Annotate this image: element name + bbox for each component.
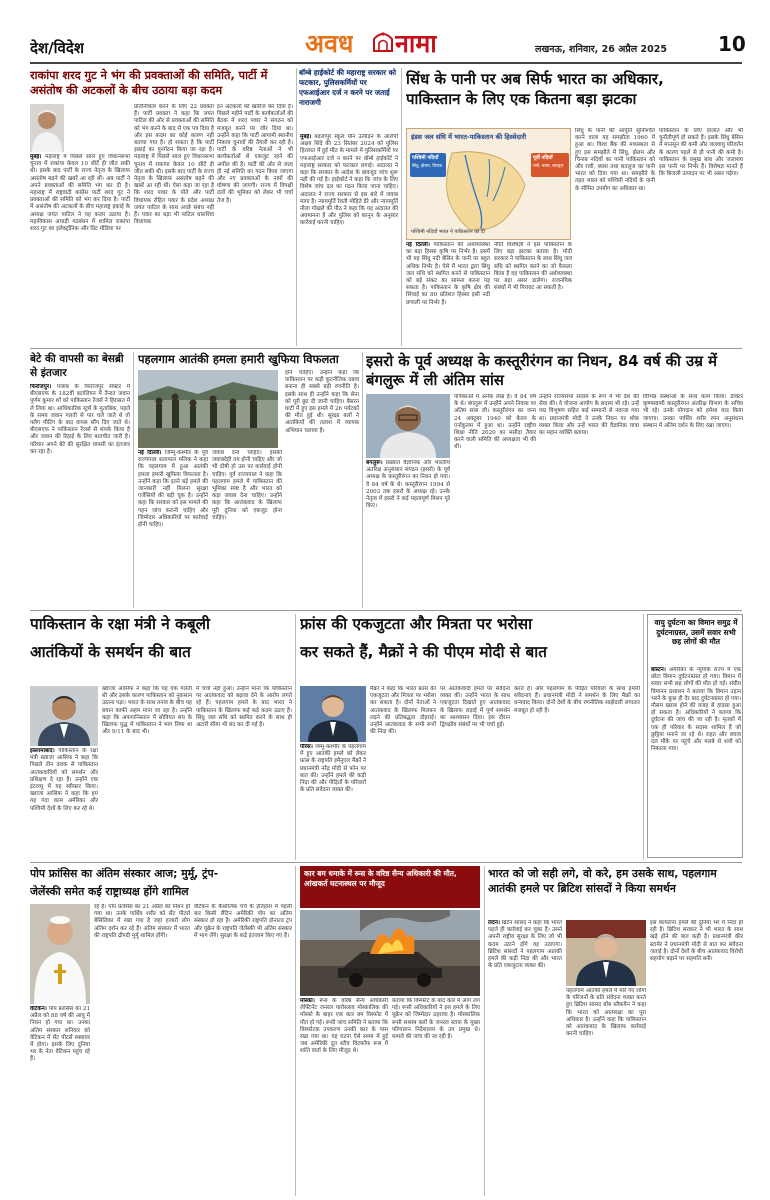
- pahalgam-photo: [138, 370, 278, 448]
- logo-left: अवध: [305, 29, 354, 58]
- pahalgam-col1: नई दिल्ली। जिम्मू-कश्मीर के पूर्व राज्यपाल सत्यपाल मलिक ने कहा कि पहलगाम में हुआ आतंकी हमला हमारी खुफिया विफलता है। उन्होंने कहा कि इतने बड़े हमले की जानकारी नहीं मिलना सुरक्षा एजेंसियों की बड़ी चूक है। उन्होंने कहा कि सरकार को इस मामले की गहन जांच करानी चाहिए और जिम्मेदार अधिकारियों पर कार्रवाई होनी चाहिए।: [138, 450, 208, 529]
- rule: [401, 68, 402, 346]
- khawaja-col3: में चर्चा नहीं हुआ। उन्होंने माना कि पाकिस्तान पर आतंकवाद को बढ़ावा देने के आरोप लगते रहे हैं। पहलगाम हमले के बाद भारत ने पाकिस्तान के खिलाफ कई कड़े कदम उठाए हैं। सिंधु जल संधि को स्थगित करने के साथ ही अटारी सीमा भी बंद कर दी गई है।: [196, 686, 292, 729]
- russia-col1: मॉस्को। रूस के वरिष्ठ सैन्य अधिकारी लेफ्टिनेंट जनरल यारोस्लाव मोस्कालिक की मॉस्को के बाहर एक कार बम विस्फोट में मौत हो गई। रूसी जांच समिति ने बताया कि विस्फोटक उपकरण उनकी कार के पास रखा गया था। यह घटना ऐसे समय में हुई जब अमेरिकी दूत स्टीव विटकॉफ रूस में शांति वार्ता के लिए मौजूद थे।: [300, 998, 388, 1055]
- rule: [643, 614, 644, 860]
- rule: [133, 352, 134, 608]
- rule: [30, 610, 742, 611]
- map-caption: पश्चिमी नदियाँ भारत ने पाकिस्तान को दी: [411, 229, 485, 235]
- aircraft-headline: वायु दुर्घटना का विमान समुद्र में दुर्घटनाग्रस्त, उसमें सवार सभी छह लोगों की मौत: [654, 618, 738, 646]
- bombay-body: मुंबई। बदलापुर स्कूल यौन उत्पीड़न के आरोपी अक्षय शिंदे की 23 सितंबर 2024 को पुलिस हिरासत में हुई मौत के मामले में पुलिसकर्मियों पर एफआईआर दर्ज न करने पर बॉम्बे हाईकोर्ट ने महाराष्ट्र सरकार को फटकार लगाई। अदालत ने कहा कि सरकार के आदेश के बावजूद जांच शुरू नहीं की गई है। हाईकोर्ट ने कहा कि जांच के लिए विशेष जांच दल का गठन किया जाना चाहिए। अदालत ने राज्य सरकार से इस बारे में जवाब मांगा है। न्यायमूर्ति रेवती मोहिते डेरे और न्यायमूर्ति नीला गोखले की पीठ ने कहा कि यह अदालत की अवमानना है और पुलिस को कानून के अनुसार कार्रवाई करनी चाहिए।: [300, 134, 398, 227]
- page-number: 10: [718, 32, 746, 56]
- sindhu-col1: नई दिल्ली। पाकिस्तान की अर्थव्यवस्था का बड़ा हिस्सा कृषि पर निर्भर है। इसमें भी यह सिंधु नदी बेसिन के पानी पर बहुत अधिक निर्भर है। ऐसे में भारत द्वारा सिंधु जल संधि को स्थगित करने से पाकिस्तान को बड़े संकट का सामना करना पड़ सकता है। पाकिस्तान के कृषि क्षेत्र की सिंचाई का 80 प्रतिशत हिस्सा इसी नदी प्रणाली पर निर्भर है।: [406, 242, 490, 306]
- logo-emblem-icon: [372, 29, 394, 53]
- aircraft-body: बोस्टन। अमेरिका के न्यूयॉर्क राज्य में एक छोटा विमान दुर्घटनाग्रस्त हो गया। विमान में सवार सभी छह लोगों की मौत हो गई। संघीय विमानन प्रशासन ने बताया कि विमान उड़ान भरने के कुछ ही देर बाद दुर्घटनाग्रस्त हो गया। मौसम खराब होने की वजह से हादसा हुआ हो सकता है। अधिकारियों ने बताया कि दुर्घटना की जांच की जा रही है। मृतकों में एक ही परिवार के सदस्य शामिल हैं जो छुट्टियां मनाने जा रहे थे। राहत और बचाव दल मौके पर पहुंचे और मलबे से शवों को निकाला गया।: [651, 667, 741, 753]
- isro-col2: पत्रिकाओं में अनेक लेख हैं। वे 84 वर्ष के थे। बंगलुरू में उन्होंने अपने निवास पर अंतिम सांस ली। कस्तूरीरंगन का जन्म 24 अक्टूबर 1940 को केरल के एर्नाकुलम में हुआ था। उन्होंने राष्ट्रीय शिक्षा नीति 2020 का मसौदा तैयार करने वाली समिति की अध्यक्षता भी की थी।: [454, 394, 536, 451]
- khawaja-headline-2: आतंकियों के समर्थन की बात: [30, 643, 191, 661]
- rule: [30, 862, 742, 863]
- france-col1: पेरिस। जम्मू-कश्मीर के पहलगाम में हुए आतंकी हमले को लेकर फ्रांस के राष्ट्रपति इमैनुएल मैक्रों ने प्रधानमंत्री नरेंद्र मोदी से फोन पर बात की। उन्होंने हमले की कड़ी निंदा की और पीड़ितों के परिवारों के प्रति संवेदना व्यक्त की।: [300, 744, 366, 794]
- russia-col2: बताया कि विस्फोट के बाद कार में आग लग गई। रूसी अधिकारियों ने इस हमले के लिए यूक्रेन को जिम्मेदार ठहराया है। मोस्कालिक रूसी सशस्त्र बलों के जनरल स्टाफ के मुख्य परिचालन निदेशालय के उप प्रमुख थे। मामले की जांच की जा रही है।: [392, 998, 480, 1041]
- russia-headline-band: [300, 866, 480, 908]
- pahalgam-headline: पहलगाम आतंकी हमला हमारी खुफिया विफलता: [138, 352, 339, 366]
- sindhu-col2: नीति विशेषज्ञों ने इसे पाकिस्तान के लिए बड़ा झटका बताया है। मोदी सरकार ने पाकिस्तान के साथ सिंधु जल संधि को स्थगित करने का जो फैसला किया है वह पाकिस्तान की अर्थव्यवस्था पर बड़ा असर डालेगा। राजनयिक संबंधों में भी गिरावट आ सकती है।: [494, 242, 572, 292]
- pope-col2: रहे हैं। पोप फ्रांसिस का 21 अप्रैल को निधन हो गया था। उनके पार्थिव शरीर को सेंट पीटर्स बेसिलिका में रखा गया है जहां हजारों लोग अंतिम दर्शन कर रहे हैं। अंतिम संस्कार में भारत की राष्ट्रपति द्रौपदी मुर्मू शामिल होंगी।: [94, 904, 190, 939]
- isro-col1: बंगलुरू। प्रख्यात वैज्ञानिक और भारतीय अंतरिक्ष अनुसंधान संगठन (इसरो) के पूर्व अध्यक्ष के कस्तूरीरंगन का निधन हो गया। वे 84 वर्ष के थे। कस्तूरीरंगन 1994 से 2003 तक इसरो के अध्यक्ष रहे। उनके नेतृत्व में इसरो ने कई महत्वपूर्ण मिशन पूरे किए।: [366, 460, 450, 510]
- sindhu-map-graphic: [406, 128, 571, 240]
- pope-headline-1: पोप फ्रांसिस का अंतिम संस्कार आज; मुर्मू, ट्रंप-: [30, 867, 219, 880]
- sharad-pawar-photo: [30, 104, 64, 152]
- pahalgam-col2: जवाब देना चाहिए। इसकी जवाबदेही तय होनी चाहिए और जो भी दोषी हो उस पर कार्रवाई होनी चाहिए। पूर्व राज्यपाल ने कहा कि पहलगाम हमले में पाकिस्तान की भूमिका स्पष्ट है और भारत को कड़ा जवाब देना चाहिए। उन्होंने कहा कि आतंकवाद के खिलाफ पूरी दुनिया को एकजुट होना चाहिए।: [212, 450, 282, 521]
- kasturirangan-photo: [366, 394, 450, 458]
- bombay-headline: बॉम्बे हाईकोर्ट की महाराष्ट्र सरकार को फटकार, पुलिसकर्मियों पर एफआईआर दर्ज न करने पर जताई नाराजगी: [299, 68, 396, 107]
- rule: [295, 614, 296, 860]
- pope-photo: [30, 904, 90, 1004]
- khawaja-col2: ख्वाजा आसिफ ने कहा कि यह एक गलती थी और इसके कारण पाकिस्तान को नुकसान उठाना पड़ा। भारत के साथ तनाव के बीच यह बयान काफी अहम माना जा रहा है। उन्होंने कहा कि अफगानिस्तान में सोवियत संघ के खिलाफ युद्ध में पाकिस्तान ने भाग लिया था और 9/11 के बाद भी।: [102, 686, 192, 736]
- isro-col3: उन्होंने राज्यसभा सदस्य के रूप में भी देश की सेवा की। वे योजना आयोग के सदस्य भी रहे। उन्हें पद्म विभूषण सहित कई सम्मानों से नवाजा गया था। प्रधानमंत्री मोदी ने उनके निधन पर शोक व्यक्त किया और उन्हें भारत की वैज्ञानिक यात्रा का महान व्यक्ति बताया।: [539, 394, 639, 437]
- sindhu-headline-2: पाकिस्तान के लिए एक कितना बड़ा झटका: [406, 90, 637, 108]
- pope-col3: वेटिकन के कैथोलिक चर्च के इतिहास में पहली बार किसी लैटिन अमेरिकी पोप का अंतिम संस्कार हो रहा है। अमेरिकी राष्ट्रपति डोनाल्ड ट्रंप और यूक्रेन के राष्ट्रपति जेलेंस्की भी अंतिम संस्कार में भाग लेंगे। सुरक्षा के कड़े इंतजाम किए गए हैं।: [194, 904, 292, 939]
- section-label: देश/विदेश: [30, 39, 85, 57]
- map-right-label: पूर्वी नदियाँ: [533, 155, 553, 161]
- britain-col1: लंदन। ब्रिटेन सांसद ने कहा कि भारत पहले ही कार्रवाई कर चुका है। उसने अपनी राष्ट्रीय सुरक्षा के लिए जो भी कदम उठाने होंगे वह उठाएगा। ब्रिटिश सांसदों ने पहलगाम आतंकी हमले की कड़ी निंदा की और भारत के प्रति एकजुटता व्यक्त की।: [488, 920, 562, 970]
- jawan-headline: बेटे की वापसी का बेसब्री से इंतजार: [30, 353, 124, 379]
- macron-photo: [300, 686, 366, 742]
- map-title: इंडस जल संधि में भारत-पाकिस्तान की हिस्सेदारी: [411, 133, 526, 141]
- jawan-body: फिरोजपुर। पंजाब के फिरोजपुर सेक्टर में बीएसएफ के 182वीं बटालियन में तैनात जवान पूर्णम कुमार शॉ को पाकिस्तान रेंजर्स ने हिरासत में ले लिया था। आधिकारिक सूत्रों के मुताबिक, पहले के समय जवान गलती से पार चले जाते थे तो फ्लैग मीटिंग के बाद वापस सौंप दिए जाते थे। बीएसएफ ने पाकिस्तान रेंजर्स से संपर्क किया है और जवान की रिहाई के लिए बातचीत जारी है। परिवार अपने बेटे की सुरक्षित वापसी का इंतजार कर रहा है।: [30, 384, 130, 455]
- rule: [362, 352, 363, 608]
- masthead: [0, 0, 770, 60]
- france-headline-2: कर सकते हैं, मैक्रों ने की पीएम मोदी से बात: [300, 643, 547, 661]
- ncp-headline: राकांपा शरद गुट ने भंग की प्रवक्ताओं की समिति, पार्टी में असंतोष की अटकलों के बीच उठाया बड़ा कदम: [30, 69, 268, 97]
- isro-col4: विभिन्न संस्थाओं के साथ काम किया। डॉक्टर कृष्णस्वामी कस्तूरीरंगन अंतरिक्ष विभाग के सचिव भी रहे। उनके योगदान को हमेशा याद किया जाएगा। उनका पार्थिव शरीर रमन अनुसंधान संस्थान में अंतिम दर्शन के लिए रखा जाएगा।: [643, 394, 743, 429]
- sindhu-col4: पाकिस्तान के लिए हालात और भी चुनौतीपूर्ण हो सकते हैं। इसके सिंधु बेसिन में मानसून की कमी और जलवायु परिवर्तन के कारण पहले से ही पानी की कमी है। पाकिस्तान के प्रमुख बांध और जलाशय इस पानी पर निर्भर हैं। विशेषज्ञ मानते हैं कि बिजली उत्पादन पर भी असर पड़ेगा।: [659, 128, 743, 178]
- logo: [305, 26, 470, 60]
- sindhu-headline-1: सिंध के पानी पर अब सिर्फ भारत का अधिकार,: [406, 70, 664, 88]
- pope-col1: वेटिकन। पोप फ्रांसिस का 21 अप्रैल को 88 वर्ष की आयु में निधन हो गया था। उनका अंतिम संस्कार शनिवार को वेटिकन में सेंट पीटर्स स्क्वायर में होगा। इसके लिए दुनिया भर के नेता वेटिकन पहुंच रहे हैं।: [30, 1006, 90, 1063]
- ncp-col1: मुंबई। महाराष्ट्र में पिछले साल हुए विधानसभा चुनाव में राकांपा केवल 10 सीटें ही जीत सकी थी। इसके बाद पार्टी के राज्य नेतृत्व के खिलाफ असंतोष बढ़ने की खबरें आ रही थीं। अब पार्टी ने अपने प्रवक्ताओं की समिति भंग कर दी है। महाराष्ट्र में राष्ट्रवादी कांग्रेस पार्टी शरद गुट ने प्रवक्ताओं की समिति को भंग कर दिया है। पार्टी में असंतोष की अटकलों के बीच महाराष्ट्र इकाई के अध्यक्ष जयंत पाटिल ने यह कदम उठाया है। महाविकास अघाड़ी गठबंधन में शामिल राकांपा शरद गुट का इलेक्ट्रॉनिक और प्रिंट मीडिया पर: [30, 154, 130, 233]
- france-headline-1: फ्रांस की एकजुटता और मित्रता पर भरोसा: [300, 615, 533, 633]
- britain-headline: भारत को जो सही लगे, वो करे, हम उसके साथ, पहलगाम आतंकी हमले पर ब्रिटिश सांसदों ने किया समर्थन: [488, 867, 717, 895]
- russia-headline: कार बम धमाके में रूस के वरिष्ठ सैन्य अधिकारी की मौत, आंखकर्त घटनास्थल पर मौजूद: [304, 869, 457, 888]
- ncp-col3: इन अटकलों को खारिज कर दिया है। पिछले महीने पार्टी के कार्यकर्ताओं की बैठक में शरद पवार ने संगठन को मजबूत करने पर जोर दिया था। उन्होंने कहा कि पार्टी आगामी स्थानीय निकाय चुनावों की तैयारी कर रही है। पार्टी के वरिष्ठ नेताओं ने भी कार्यकर्ताओं से एकजुट रहने की अपील की है। पार्टी की ओर से जल्द ही नई समिति का गठन किया जाएगा और नए प्रवक्ताओं के नामों की घोषणा की जाएगी। राज्य में विपक्षी दलों की भूमिका को लेकर भी चर्चा तेज है।: [217, 104, 293, 204]
- masthead-date: लखनऊ, शनिवार, 26 अप्रैल 2025: [535, 44, 667, 55]
- aircraft-box: [647, 614, 743, 858]
- pahalgam-col3: होने चाहिए। उन्होंने कहा कि पाकिस्तान पर कड़ी कूटनीतिक दबाव बनाना ही सबसे बड़ी रणनीति है। इसके साथ ही उन्होंने कहा कि सेना को पूरी छूट दी जानी चाहिए। बैसरन घाटी में हुए इस हमले में 26 पर्यटकों की मौत हुई थी। सुरक्षा बलों ने आतंकियों की तलाश में व्यापक अभियान चलाया है।: [285, 370, 359, 434]
- map-left-label: पश्चिमी नदियाँ: [412, 155, 439, 161]
- khawaja-photo: [30, 686, 98, 746]
- sindhu-col3: सिंधु के पानी की आपूर्ति सुनिश्चित करने वाला यह समझौता 1960 में हुआ था। विश्व बैंक की मध्यस्थता से हुए इस समझौते में सिंधु, झेलम और चिनाब नदियों का पानी पाकिस्तान को और रावी, ब्यास तथा सतलुज का पानी भारत को दिया गया था। समझौते के तहत भारत को पश्चिमी नदियों के पानी के सीमित उपयोग का अधिकार था।: [575, 128, 655, 192]
- car-blast-photo: [300, 910, 480, 996]
- ncp-col2: प्रतिनिधित्व करने के लिए 22 प्रवक्ता हैं। पार्टी प्रवक्ता ने कहा कि जयंत पाटिल की ओर से प्रवक्ताओं की समिति को भंग करने के बाद से एक पत्र दिया है और इस कदम का कोई कारण नहीं बताया गया है। हो सकता है कि पार्टी इकाई का पुनर्गठन किया जा रहा है। महाराष्ट्र में पिछले साल हुए विधानसभा चुनाव में राकांपा केवल 10 सीटें ही जीत सकी थी। इसके बाद पार्टी के राज्य नेतृत्व के खिलाफ असंतोष बढ़ने की खबरें आ रही थीं। ऐसा कहा जा रहा है कि शरद पवार के पोते और पार्टी विधायक रोहित पवार के प्रदेश अध्यक्ष जयंत पाटिल के साथ अच्छे संबंध नहीं हैं। पवार का धड़ा भी पाटिल धाराशिव विधायक: [134, 104, 214, 226]
- britain-col3: इस कायराना हमले की दुनिया भर में निंदा हो रही है। ब्रिटिश सरकार ने भी भारत के साथ खड़े होने की बात कही है। प्रधानमंत्री कीर स्टार्मर ने प्रधानमंत्री मोदी से बात कर संवेदना जताई है। दोनों देशों के बीच आतंकवाद विरोधी सहयोग बढ़ाने पर सहमति बनी।: [650, 920, 743, 963]
- british-mp-photo: [566, 920, 646, 986]
- khawaja-headline-1: पाकिस्तान के रक्षा मंत्री ने कबूली: [30, 615, 210, 633]
- france-col2: मैक्रों ने कहा कि भारत फ्रांस की एकजुटता और मित्रता पर भरोसा कर सकता है। दोनों नेताओं ने आतंकवाद के खिलाफ मिलकर लड़ने की प्रतिबद्धता दोहराई। उन्होंने आतंकवाद के सभी रूपों की निंदा की।: [370, 686, 436, 736]
- rule: [30, 348, 742, 349]
- khawaja-col1: इस्लामाबाद। पाकिस्तान के रक्षा मंत्री ख्वाजा आसिफ ने कहा कि पिछले तीन दशक से पाकिस्तान आतंकवादियों को समर्थन और प्रशिक्षण दे रहा है। उन्होंने एक इंटरव्यू में यह स्वीकार किया। ख्वाजा आसिफ ने कहा कि हम यह गंदा काम अमेरिका और पश्चिमी देशों के लिए कर रहे थे।: [30, 748, 98, 812]
- map-right-sub: रावी, ब्यास, सतलुज: [533, 163, 564, 168]
- rule: [295, 866, 296, 1196]
- logo-right: नामा: [395, 29, 437, 58]
- rule: [484, 866, 485, 1196]
- pope-headline-2: जेलेंस्की समेत कई राष्ट्राध्यक्ष होंगे शामिल: [30, 885, 189, 898]
- isro-headline: इसरो के पूर्व अध्यक्ष के कस्तूरीरंगन का निधन, 84 वर्ष की उम्र में बंगलुरू में ली अंतिम सांस: [366, 353, 717, 389]
- france-col4: करते हैं। और पहलगाम के पीड़ित परिवारों के साथ हमारी संवेदनाएं हैं। प्रधानमंत्री मोदी ने समर्थन के लिए मैक्रों का धन्यवाद किया। दोनों देशों के बीच रणनीतिक साझेदारी लगातार मजबूत हो रही है।: [514, 686, 640, 714]
- rule: [296, 68, 297, 346]
- masthead-rule: [30, 62, 742, 64]
- britain-col2: पहलगाम आतंकी हमले में मारे गए लोगों के परिजनों के प्रति संवेदना व्यक्त करते हुए ब्रिटिश सांसद बॉब ब्लैकमैन ने कहा कि भारत को आत्मरक्षा का पूरा अधिकार है। उन्होंने कहा कि पाकिस्तान को आतंकवाद के खिलाफ कार्रवाई करनी चाहिए।: [566, 988, 646, 1038]
- france-col3: पर आतंकवादी हमले पर संवेदना व्यक्त की। उन्होंने भारत के साथ एकजुटता दिखाते हुए आतंकवाद के खिलाफ लड़ाई में पूर्ण समर्थन का आश्वासन दिया। इस दौरान द्विपक्षीय संबंधों पर भी चर्चा हुई।: [440, 686, 510, 729]
- map-left-sub: सिंधु, झेलम, चिनाब: [412, 163, 442, 168]
